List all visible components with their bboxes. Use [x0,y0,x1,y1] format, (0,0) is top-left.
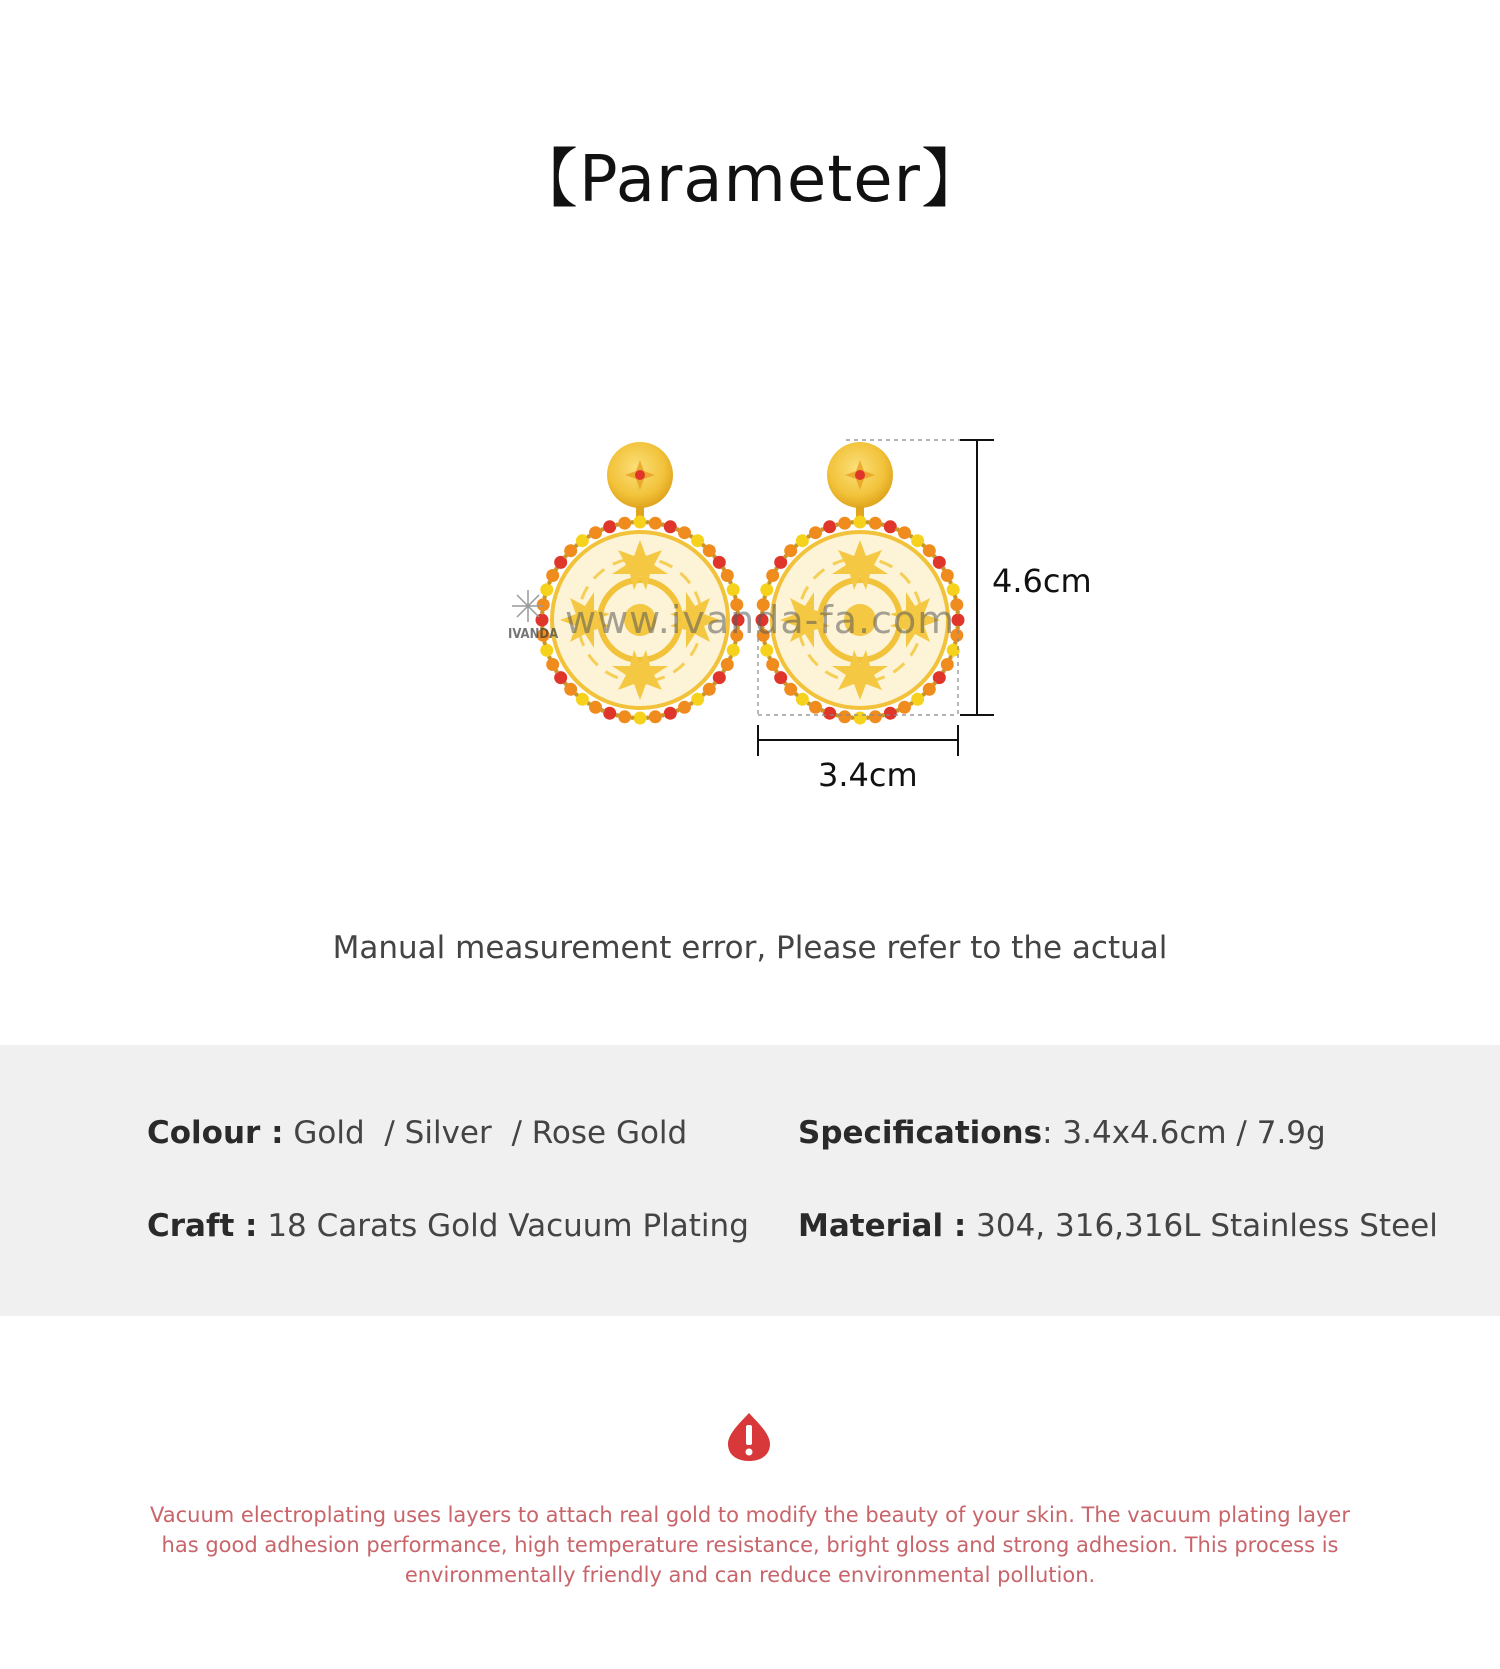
bead [634,712,647,725]
bead [649,517,662,530]
bead [760,644,773,657]
bead [898,526,911,539]
spec-material-value: 304, 316,316L Stainless Steel [976,1208,1438,1244]
bead [760,583,773,596]
bead [823,520,836,533]
bead [809,526,822,539]
bead [854,712,867,725]
specs-panel [0,1045,1500,1316]
bead [766,569,779,582]
exclamation-drop-icon [726,1411,772,1463]
watermark-url: www.ivanda-fa.com [565,598,956,642]
spec-colour-key: Colour : [147,1115,284,1151]
bead [898,701,911,714]
bead [838,710,851,723]
bead [537,598,550,611]
bead [884,707,897,720]
spec-material-key: Material : [798,1208,967,1244]
left-earring [536,442,745,725]
bead [727,583,740,596]
bead [809,701,822,714]
spec-craft-value: 18 Carats Gold Vacuum Plating [267,1208,749,1244]
bead [823,707,836,720]
spec-colour-value: Gold / Silver / Rose Gold [293,1115,688,1151]
height-dimension-label: 4.6cm [992,562,1092,600]
bead [540,583,553,596]
spec-material [798,1208,1438,1244]
bead [589,526,602,539]
bead [546,569,559,582]
watermark-brand: IVANDA [508,627,559,642]
bead [618,517,631,530]
bead [721,569,734,582]
bead [603,520,616,533]
spec-specifications [798,1115,1326,1151]
spec-craft [147,1208,749,1244]
bead [664,520,677,533]
width-dimension-label: 3.4cm [818,756,918,794]
bead [727,644,740,657]
bead [634,516,647,529]
bead [721,658,734,671]
bead [854,516,867,529]
spacer-bead [956,610,960,614]
bead [678,701,691,714]
bead [589,701,602,714]
bead [869,517,882,530]
measurement-note: Manual measurement error, Please refer to the actual [332,930,1168,966]
bead [766,658,779,671]
spec-colour [147,1115,687,1151]
bead [838,517,851,530]
bead [947,583,960,596]
spec-specifications-key: Specifications [798,1115,1043,1151]
spec-specifications-value: : 3.4x4.6cm / 7.9g [1042,1115,1326,1151]
disclaimer-text: Vacuum electroplating uses layers to attach real gold to modify the beauty of your skin. The vacuum plating layer has good adhesion performance, high temperature resistance, bright gloss and strong adhesion. This process is environmentally friendly and can reduce environmental pollution. [150,1503,1350,1587]
bead [941,569,954,582]
bead [678,526,691,539]
bead [546,658,559,671]
spec-craft-key: Craft : [147,1208,258,1244]
page-title: 【Parameter】 [514,143,986,217]
bead [664,707,677,720]
right-earring [756,442,965,725]
bead [941,658,954,671]
bead [884,520,897,533]
bead [869,710,882,723]
bead [540,644,553,657]
bead [603,707,616,720]
bead [618,710,631,723]
bead [649,710,662,723]
